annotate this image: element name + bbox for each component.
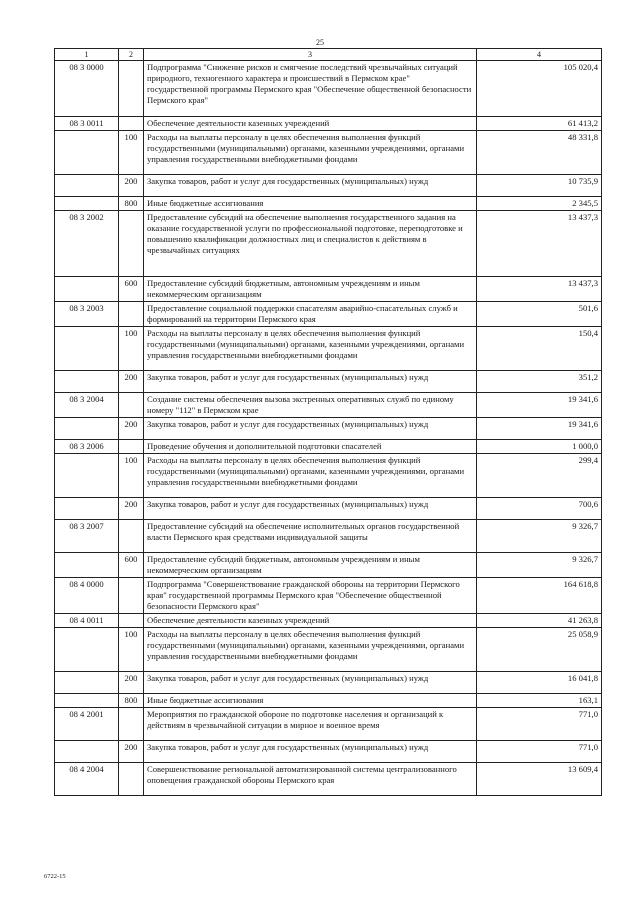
row-name: Совершенствование региональной автоматизированной системы централизованного оповещения гражданской обороны Пермского края (144, 763, 477, 796)
row-amount: 19 341,6 (477, 418, 602, 440)
row-expense-type (119, 393, 144, 418)
row-name: Закупка товаров, работ и услуг для государственных (муниципальных) нужд (144, 498, 477, 520)
table-row (55, 628, 602, 672)
row-amount: 2 345,5 (477, 197, 602, 211)
table-row (55, 614, 602, 628)
row-code (55, 498, 119, 520)
row-code (55, 277, 119, 302)
row-name: Обеспечение деятельности казенных учреждений (144, 117, 477, 131)
row-code: 08 3 2003 (55, 302, 119, 327)
row-expense-type: 600 (119, 553, 144, 578)
row-expense-type: 100 (119, 454, 144, 498)
table-row (55, 694, 602, 708)
row-code (55, 327, 119, 371)
row-amount: 164 618,8 (477, 578, 602, 614)
row-expense-type (119, 440, 144, 454)
row-name: Иные бюджетные ассигнования (144, 197, 477, 211)
row-code: 08 3 2007 (55, 520, 119, 553)
row-name: Расходы на выплаты персоналу в целях обеспечения выполнения функций государственными (муниципальными) органами, казенными учреждениями, органами управления государственными внебюджетными фондами (144, 327, 477, 371)
row-expense-type (119, 614, 144, 628)
row-expense-type (119, 211, 144, 277)
row-name: Закупка товаров, работ и услуг для государственных (муниципальных) нужд (144, 371, 477, 393)
row-expense-type: 200 (119, 371, 144, 393)
row-amount: 351,2 (477, 371, 602, 393)
header-col-4: 4 (477, 49, 602, 61)
row-amount: 13 437,3 (477, 211, 602, 277)
table-row (55, 175, 602, 197)
row-amount: 9 326,7 (477, 520, 602, 553)
row-code (55, 454, 119, 498)
row-amount: 150,4 (477, 327, 602, 371)
row-name: Мероприятия по гражданской обороне по подготовке населения и организаций к действиям в чрезвычайной ситуации в мирное и военное время (144, 708, 477, 741)
row-code: 08 4 0000 (55, 578, 119, 614)
row-expense-type (119, 578, 144, 614)
row-amount: 19 341,6 (477, 393, 602, 418)
row-amount: 700,6 (477, 498, 602, 520)
row-expense-type: 200 (119, 672, 144, 694)
header-col-1: 1 (55, 49, 119, 61)
row-expense-type: 200 (119, 741, 144, 763)
budget-table (54, 48, 602, 796)
row-code (55, 131, 119, 175)
row-code (55, 628, 119, 672)
row-name: Закупка товаров, работ и услуг для государственных (муниципальных) нужд (144, 741, 477, 763)
row-name: Проведение обучения и дополнительной подготовки спасателей (144, 440, 477, 454)
row-code: 08 4 2001 (55, 708, 119, 741)
table-row (55, 197, 602, 211)
row-expense-type (119, 302, 144, 327)
table-row (55, 520, 602, 553)
table-row (55, 393, 602, 418)
row-amount: 771,0 (477, 741, 602, 763)
row-code (55, 418, 119, 440)
footer-code: 6722-15 (44, 873, 66, 880)
row-name: Обеспечение деятельности казенных учреждений (144, 614, 477, 628)
row-name: Предоставление субсидий на обеспечение выполнения государственного задания на оказание государственной услуги по профессиональной подготовке, переподготовке и повышению квалификации должностных лиц и специалистов к действиям в чрезвычайных ситуациях (144, 211, 477, 277)
row-expense-type: 100 (119, 628, 144, 672)
table-row (55, 578, 602, 614)
row-expense-type: 100 (119, 327, 144, 371)
row-name: Предоставление субсидий бюджетным, автономным учреждениям и иным некоммерческим организациям (144, 277, 477, 302)
row-code (55, 672, 119, 694)
row-code (55, 371, 119, 393)
row-expense-type: 800 (119, 694, 144, 708)
table-row (55, 277, 602, 302)
page-number: 25 (316, 38, 324, 47)
row-amount: 1 000,0 (477, 440, 602, 454)
row-amount: 771,0 (477, 708, 602, 741)
row-code (55, 741, 119, 763)
row-code (55, 694, 119, 708)
row-code (55, 175, 119, 197)
row-code: 08 3 2004 (55, 393, 119, 418)
row-amount: 501,6 (477, 302, 602, 327)
row-amount: 61 413,2 (477, 117, 602, 131)
row-expense-type: 100 (119, 131, 144, 175)
row-name: Подпрограмма "Совершенствование гражданской обороны на территории Пермского края" государственной программы Пермского края "Обеспечение общественной безопасности Пермского края" (144, 578, 477, 614)
table-row (55, 708, 602, 741)
row-amount: 25 058,9 (477, 628, 602, 672)
row-code (55, 553, 119, 578)
row-name: Расходы на выплаты персоналу в целях обеспечения выполнения функций государственными (муниципальными) органами, казенными учреждениями, органами управления государственными внебюджетными фондами (144, 628, 477, 672)
row-expense-type: 200 (119, 498, 144, 520)
row-amount: 41 263,8 (477, 614, 602, 628)
table-body (55, 61, 602, 796)
row-name: Предоставление социальной поддержки спасателям аварийно-спасательных служб и формирований на территории Пермского края (144, 302, 477, 327)
row-expense-type (119, 708, 144, 741)
row-code (55, 197, 119, 211)
row-amount: 48 331,8 (477, 131, 602, 175)
row-code: 08 3 0000 (55, 61, 119, 117)
table-row (55, 211, 602, 277)
row-name: Расходы на выплаты персоналу в целях обеспечения выполнения функций государственными (муниципальными) органами, казенными учреждениями, органами управления государственными внебюджетными фондами (144, 454, 477, 498)
row-name: Иные бюджетные ассигнования (144, 694, 477, 708)
row-name: Закупка товаров, работ и услуг для государственных (муниципальных) нужд (144, 418, 477, 440)
table-row (55, 131, 602, 175)
row-amount: 299,4 (477, 454, 602, 498)
header-col-3: 3 (144, 49, 477, 61)
row-amount: 10 735,9 (477, 175, 602, 197)
table-row (55, 672, 602, 694)
row-amount: 105 020,4 (477, 61, 602, 117)
row-name: Подпрограмма "Снижение рисков и смягчение последствий чрезвычайных ситуаций природного, техногенного характера и происшествий в Пермском крае" государственной программы Пермского края "Обеспечение общественной безопасности Пермского края" (144, 61, 477, 117)
row-code: 08 3 2006 (55, 440, 119, 454)
row-expense-type: 200 (119, 418, 144, 440)
table-header-row (55, 49, 602, 61)
table-row (55, 61, 602, 117)
table-row (55, 553, 602, 578)
row-name: Расходы на выплаты персоналу в целях обеспечения выполнения функций государственными (муниципальными) органами, казенными учреждениями, органами управления государственными внебюджетными фондами (144, 131, 477, 175)
row-expense-type (119, 117, 144, 131)
row-name: Предоставление субсидий на обеспечение исполнительных органов государственной власти Пермского края средствами индивидуальной защиты (144, 520, 477, 553)
table-row (55, 763, 602, 796)
row-name: Закупка товаров, работ и услуг для государственных (муниципальных) нужд (144, 175, 477, 197)
row-expense-type: 800 (119, 197, 144, 211)
table-row (55, 440, 602, 454)
table-row (55, 327, 602, 371)
row-amount: 16 041,8 (477, 672, 602, 694)
table-row (55, 741, 602, 763)
row-name: Создание системы обеспечения вызова экстренных оперативных служб по единому номеру "112" в Пермском крае (144, 393, 477, 418)
row-amount: 13 609,4 (477, 763, 602, 796)
row-expense-type (119, 520, 144, 553)
table-row (55, 371, 602, 393)
table-row (55, 418, 602, 440)
row-code: 08 4 0011 (55, 614, 119, 628)
row-amount: 13 437,3 (477, 277, 602, 302)
row-code: 08 3 0011 (55, 117, 119, 131)
row-amount: 9 326,7 (477, 553, 602, 578)
table-row (55, 117, 602, 131)
row-amount: 163,1 (477, 694, 602, 708)
row-expense-type (119, 763, 144, 796)
row-code: 08 4 2004 (55, 763, 119, 796)
row-expense-type: 600 (119, 277, 144, 302)
row-expense-type (119, 61, 144, 117)
row-expense-type: 200 (119, 175, 144, 197)
header-col-2: 2 (119, 49, 144, 61)
row-name: Закупка товаров, работ и услуг для государственных (муниципальных) нужд (144, 672, 477, 694)
row-name: Предоставление субсидий бюджетным, автономным учреждениям и иным некоммерческим организациям (144, 553, 477, 578)
table-row (55, 498, 602, 520)
table-row (55, 454, 602, 498)
row-code: 08 3 2002 (55, 211, 119, 277)
table-row (55, 302, 602, 327)
